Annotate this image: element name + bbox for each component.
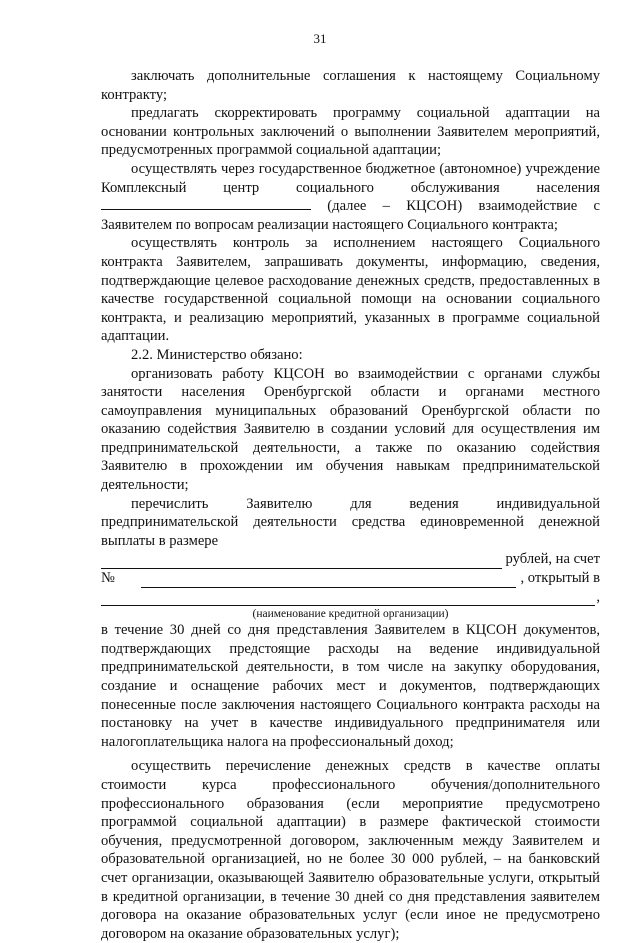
blank-field-amount xyxy=(101,555,502,569)
blank-field-bank-name xyxy=(101,592,595,606)
label-number-sign: № xyxy=(101,570,115,587)
paragraph-kcson-part-b: (далее – КЦСОН) взаимодействие с Заявителем по вопросам реализации настоящего Социального контракта; xyxy=(101,198,600,233)
label-opened-in: , открытый в xyxy=(520,570,600,587)
paragraph-additional-agreements: заключать дополнительные соглашения к настоящему Социальному контракту; xyxy=(101,68,600,103)
paragraph-control: осуществлять контроль за исполнением настоящего Социального контракта Заявителем, запрашивать документы, информацию, сведения, подтверждающие целевое расходование денежных средств, предоставленных в качестве государственной социальной помощи на основании социального контракта, и реализацию мероприятий, указанных в программе социальной адаптации. xyxy=(101,235,600,345)
label-comma: , xyxy=(596,588,600,605)
paragraph-adjust-program: предлагать скорректировать программу социальной адаптации на основании контрольных заключений о выполнении Заявителем мероприятий, предусмотренных программой социальной адаптации; xyxy=(101,105,600,159)
paragraph-kcson-part-a: осуществлять через государственное бюджетное (автономное) учреждение Комплексный центр социального обслуживания населения xyxy=(101,160,600,196)
bank-line xyxy=(101,588,600,607)
paragraph-organize-work: организовать работу КЦСОН во взаимодействии с органами службы занятости населения Оренбургской области и органами местного самоуправления муниципальных образований Оренбургской области по оказанию содействия Заявителю в создании условий для осуществления им предпринимательской деятельности, а также по оказанию содействия Заявителю в прохождении им обучения навыкам предпринимательской деятельности; xyxy=(101,365,600,494)
label-rubles-account: рублей, на счет xyxy=(505,551,600,568)
paragraph-within-30-days: в течение 30 дней со дня представления Заявителем в КЦСОН документов, подтверждающих предстоящие расходы на ведение индивидуальной предпринимательской деятельности, в том числе на закупку оборудования, создание и оснащение рабочих мест и документов, подтверждающих понесенные после заключения настоящего Социального контракта расходы на постановку на учет в качестве индивидуального предпринимателя или налогоплательщика налога на профессиональный доход; xyxy=(101,622,600,750)
paragraph-transfer-payment: перечислить Заявителю для ведения индивидуальной предпринимательской деятельности средства единовременной денежной выплаты в размере xyxy=(101,495,600,549)
amount-line xyxy=(101,550,600,569)
page-number: 31 xyxy=(313,31,327,46)
blank-field-center-name xyxy=(101,197,311,210)
section-heading-ministry-obliged: 2.2. Министерство обязано: xyxy=(131,346,303,363)
blank-field-account-number xyxy=(141,574,517,588)
paragraph-kcson-interaction xyxy=(101,160,600,234)
paragraph-education-payment: осуществить перечисление денежных средств в качестве оплаты стоимости курса профессионального обучения/дополнительного профессионального образования (если мероприятие предусмотрено программой социальной адаптации) в размере фактической стоимости обучения, предусмотренной договором, заключенным между Заявителем и образовательной организацией, но не более 30 000 рублей, – на банковский счет организации, оказывающей Заявителю образовательные услуги, открытый в кредитной организации, в течение 30 дней со дня представления заявителем договора на оказание образовательных услуг (если иное не предусмотрено договором на оказание образовательных услуг); xyxy=(101,758,600,942)
caption-bank-name: (наименование кредитной организации) xyxy=(252,608,449,621)
account-line xyxy=(101,569,600,588)
document-body xyxy=(101,67,600,943)
